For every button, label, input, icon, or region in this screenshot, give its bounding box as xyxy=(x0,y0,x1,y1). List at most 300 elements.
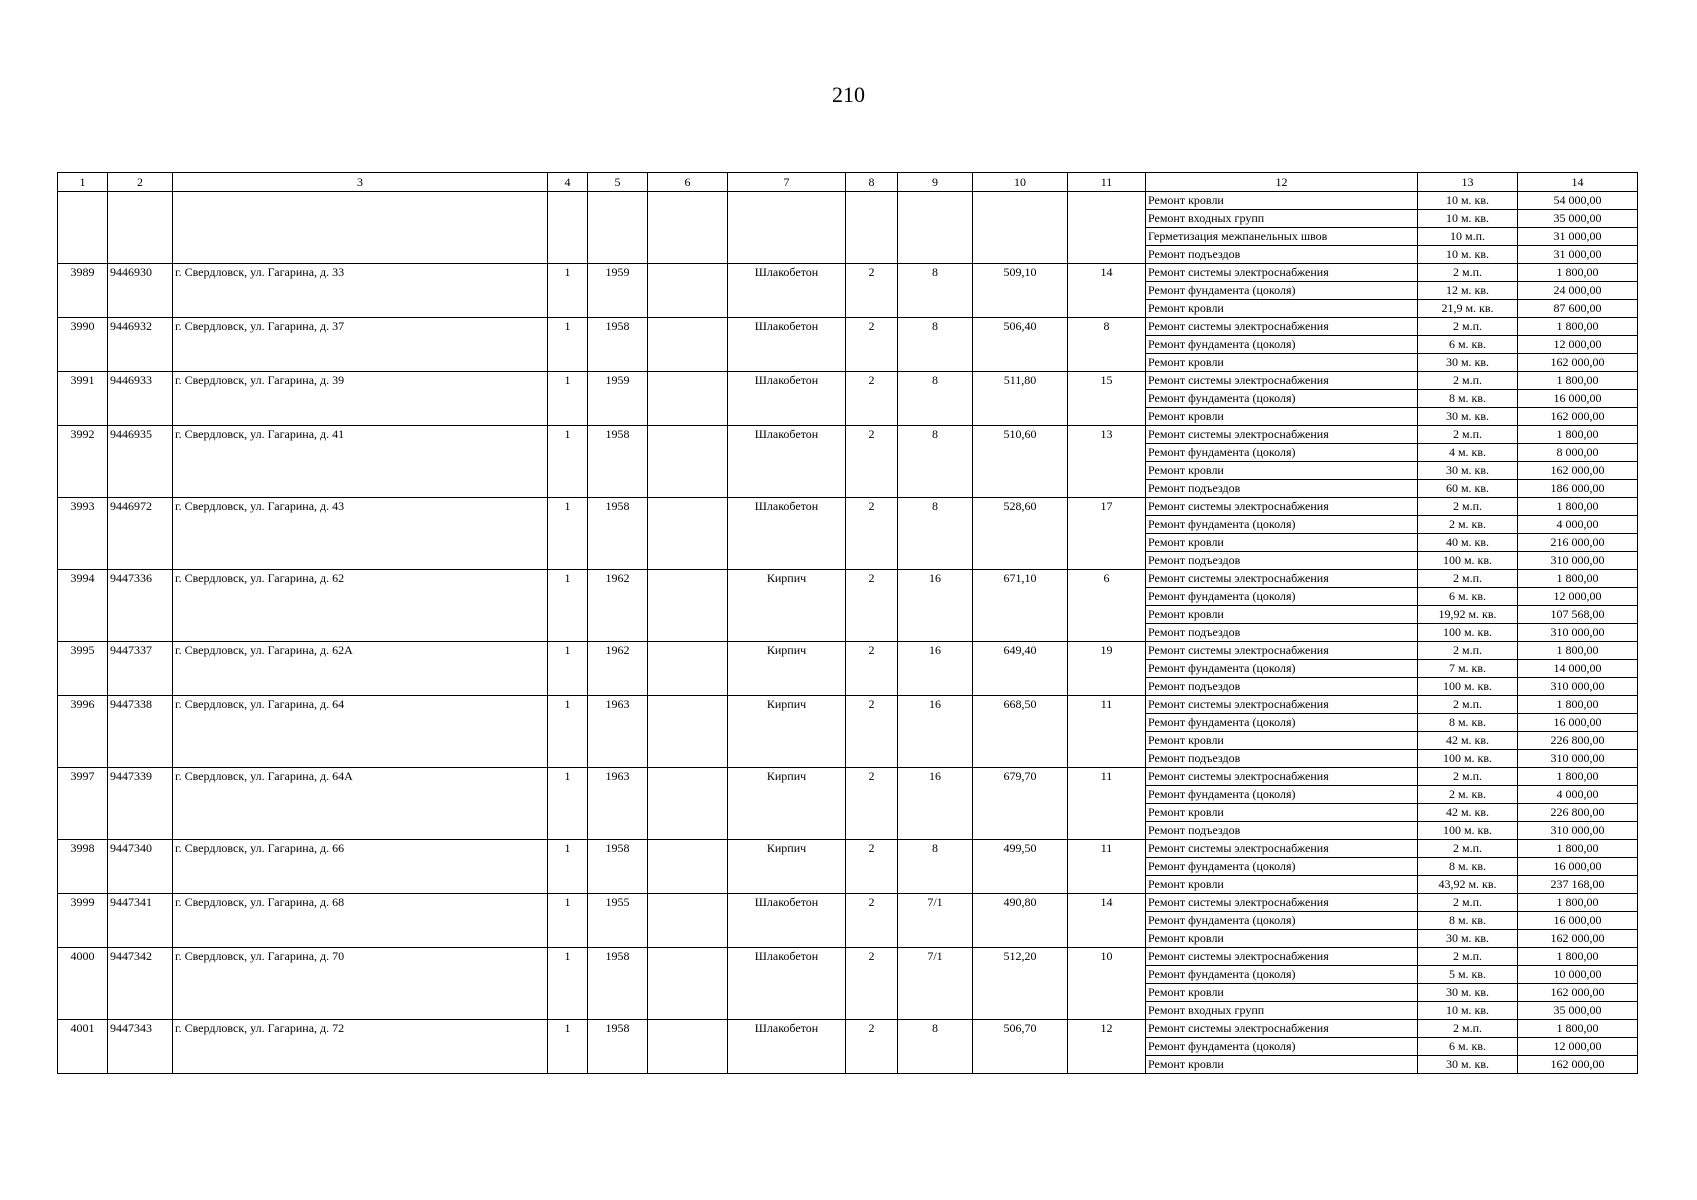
work-volume: 100 м. кв. xyxy=(1418,750,1518,768)
work-name: Ремонт фундамента (цоколя) xyxy=(1146,786,1418,804)
work-name: Ремонт системы электроснабжения xyxy=(1146,372,1418,390)
column-9-value: 16 xyxy=(898,696,973,768)
work-cost: 226 800,00 xyxy=(1518,804,1638,822)
work-name: Ремонт входных групп xyxy=(1146,1002,1418,1020)
row-number: 3995 xyxy=(58,642,108,696)
floors: 2 xyxy=(846,426,898,498)
wall-material: Шлакобетон xyxy=(728,498,846,570)
work-name: Ремонт кровли xyxy=(1146,1056,1418,1074)
work-name: Ремонт системы электроснабжения xyxy=(1146,426,1418,444)
column-4-value: 1 xyxy=(548,1020,588,1074)
work-volume: 6 м. кв. xyxy=(1418,588,1518,606)
wall-material: Шлакобетон xyxy=(728,948,846,1020)
work-cost: 226 800,00 xyxy=(1518,732,1638,750)
column-header-9: 9 xyxy=(898,173,973,192)
work-volume: 2 м.п. xyxy=(1418,498,1518,516)
column-header-8: 8 xyxy=(846,173,898,192)
wall-material: Шлакобетон xyxy=(728,372,846,426)
floors: 2 xyxy=(846,498,898,570)
table-row xyxy=(58,372,1638,390)
year-built: 1959 xyxy=(588,372,648,426)
work-name: Ремонт кровли xyxy=(1146,534,1418,552)
column-11-value xyxy=(1068,192,1146,264)
work-cost: 162 000,00 xyxy=(1518,354,1638,372)
work-cost: 1 800,00 xyxy=(1518,948,1638,966)
work-volume: 2 м.п. xyxy=(1418,1020,1518,1038)
column-4-value: 1 xyxy=(548,948,588,1020)
work-name: Ремонт фундамента (цоколя) xyxy=(1146,516,1418,534)
building-code: 9447341 xyxy=(108,894,173,948)
work-name: Ремонт системы электроснабжения xyxy=(1146,696,1418,714)
work-name: Ремонт фундамента (цоколя) xyxy=(1146,912,1418,930)
floors: 2 xyxy=(846,642,898,696)
floors: 2 xyxy=(846,570,898,642)
building-code: 9446930 xyxy=(108,264,173,318)
column-6-value xyxy=(648,570,728,642)
work-name: Ремонт фундамента (цоколя) xyxy=(1146,444,1418,462)
wall-material: Кирпич xyxy=(728,570,846,642)
work-cost: 54 000,00 xyxy=(1518,192,1638,210)
column-9-value xyxy=(898,192,973,264)
work-name: Ремонт подъездов xyxy=(1146,552,1418,570)
work-volume: 10 м. кв. xyxy=(1418,246,1518,264)
area: 511,80 xyxy=(973,372,1068,426)
work-name: Ремонт подъездов xyxy=(1146,480,1418,498)
work-cost: 107 568,00 xyxy=(1518,606,1638,624)
year-built: 1963 xyxy=(588,696,648,768)
column-11-value: 11 xyxy=(1068,696,1146,768)
column-6-value xyxy=(648,696,728,768)
work-volume: 30 м. кв. xyxy=(1418,354,1518,372)
work-volume: 6 м. кв. xyxy=(1418,336,1518,354)
column-9-value: 8 xyxy=(898,1020,973,1074)
wall-material: Кирпич xyxy=(728,840,846,894)
column-9-value: 8 xyxy=(898,372,973,426)
work-volume: 30 м. кв. xyxy=(1418,462,1518,480)
area: 506,70 xyxy=(973,1020,1068,1074)
year-built: 1958 xyxy=(588,498,648,570)
building-code: 9446932 xyxy=(108,318,173,372)
address: г. Свердловск, ул. Гагарина, д. 68 xyxy=(173,894,548,948)
column-6-value xyxy=(648,498,728,570)
work-cost: 310 000,00 xyxy=(1518,624,1638,642)
work-cost: 4 000,00 xyxy=(1518,516,1638,534)
year-built: 1963 xyxy=(588,768,648,840)
work-name: Ремонт кровли xyxy=(1146,408,1418,426)
floors: 2 xyxy=(846,768,898,840)
floors: 2 xyxy=(846,264,898,318)
work-volume: 30 м. кв. xyxy=(1418,1056,1518,1074)
work-name: Ремонт системы электроснабжения xyxy=(1146,768,1418,786)
work-name: Ремонт кровли xyxy=(1146,876,1418,894)
column-4-value: 1 xyxy=(548,768,588,840)
work-cost: 1 800,00 xyxy=(1518,768,1638,786)
year-built: 1958 xyxy=(588,1020,648,1074)
wall-material: Шлакобетон xyxy=(728,1020,846,1074)
work-name: Ремонт подъездов xyxy=(1146,750,1418,768)
work-name: Ремонт фундамента (цоколя) xyxy=(1146,390,1418,408)
work-name: Ремонт системы электроснабжения xyxy=(1146,1020,1418,1038)
column-9-value: 8 xyxy=(898,426,973,498)
building-code: 9447338 xyxy=(108,696,173,768)
column-4-value: 1 xyxy=(548,426,588,498)
work-name: Ремонт фундамента (цоколя) xyxy=(1146,1038,1418,1056)
building-code: 9447336 xyxy=(108,570,173,642)
row-number: 3994 xyxy=(58,570,108,642)
row-number: 3999 xyxy=(58,894,108,948)
area: 512,20 xyxy=(973,948,1068,1020)
work-volume: 2 м.п. xyxy=(1418,318,1518,336)
work-cost: 310 000,00 xyxy=(1518,822,1638,840)
work-volume: 40 м. кв. xyxy=(1418,534,1518,552)
building-code: 9447343 xyxy=(108,1020,173,1074)
work-name: Ремонт подъездов xyxy=(1146,678,1418,696)
column-6-value xyxy=(648,426,728,498)
work-cost: 16 000,00 xyxy=(1518,714,1638,732)
work-name: Ремонт системы электроснабжения xyxy=(1146,264,1418,282)
year-built: 1958 xyxy=(588,948,648,1020)
work-cost: 186 000,00 xyxy=(1518,480,1638,498)
work-cost: 12 000,00 xyxy=(1518,1038,1638,1056)
work-name: Ремонт входных групп xyxy=(1146,210,1418,228)
column-header-7: 7 xyxy=(728,173,846,192)
column-header-4: 4 xyxy=(548,173,588,192)
work-volume: 2 м. кв. xyxy=(1418,786,1518,804)
wall-material: Кирпич xyxy=(728,768,846,840)
row-number: 3989 xyxy=(58,264,108,318)
row-number: 4001 xyxy=(58,1020,108,1074)
work-cost: 310 000,00 xyxy=(1518,552,1638,570)
column-4-value: 1 xyxy=(548,840,588,894)
row-number: 4000 xyxy=(58,948,108,1020)
address xyxy=(173,192,548,264)
area: 528,60 xyxy=(973,498,1068,570)
work-name: Ремонт подъездов xyxy=(1146,246,1418,264)
work-volume: 10 м.п. xyxy=(1418,228,1518,246)
work-cost: 1 800,00 xyxy=(1518,498,1638,516)
work-volume: 4 м. кв. xyxy=(1418,444,1518,462)
work-cost: 10 000,00 xyxy=(1518,966,1638,984)
work-volume: 100 м. кв. xyxy=(1418,624,1518,642)
table-row xyxy=(58,696,1638,714)
work-cost: 1 800,00 xyxy=(1518,264,1638,282)
row-number: 3991 xyxy=(58,372,108,426)
area: 671,10 xyxy=(973,570,1068,642)
work-cost: 237 168,00 xyxy=(1518,876,1638,894)
work-volume: 8 м. кв. xyxy=(1418,858,1518,876)
work-volume: 2 м.п. xyxy=(1418,372,1518,390)
area xyxy=(973,192,1068,264)
row-number: 3997 xyxy=(58,768,108,840)
work-cost: 14 000,00 xyxy=(1518,660,1638,678)
area: 499,50 xyxy=(973,840,1068,894)
building-code: 9447337 xyxy=(108,642,173,696)
table-row xyxy=(58,840,1638,858)
work-volume: 2 м.п. xyxy=(1418,840,1518,858)
work-cost: 1 800,00 xyxy=(1518,696,1638,714)
work-cost: 1 800,00 xyxy=(1518,1020,1638,1038)
work-name: Ремонт кровли xyxy=(1146,732,1418,750)
year-built: 1959 xyxy=(588,264,648,318)
work-cost: 162 000,00 xyxy=(1518,1056,1638,1074)
work-cost: 31 000,00 xyxy=(1518,246,1638,264)
work-cost: 162 000,00 xyxy=(1518,930,1638,948)
work-name: Ремонт системы электроснабжения xyxy=(1146,894,1418,912)
column-header-3: 3 xyxy=(173,173,548,192)
work-volume: 10 м. кв. xyxy=(1418,210,1518,228)
column-4-value: 1 xyxy=(548,570,588,642)
work-volume: 2 м.п. xyxy=(1418,426,1518,444)
work-cost: 1 800,00 xyxy=(1518,318,1638,336)
row-number xyxy=(58,192,108,264)
column-9-value: 16 xyxy=(898,768,973,840)
building-code: 9446972 xyxy=(108,498,173,570)
column-9-value: 16 xyxy=(898,570,973,642)
table-row xyxy=(58,498,1638,516)
work-cost: 1 800,00 xyxy=(1518,894,1638,912)
work-volume: 100 м. кв. xyxy=(1418,678,1518,696)
work-name: Ремонт фундамента (цоколя) xyxy=(1146,282,1418,300)
building-code: 9446933 xyxy=(108,372,173,426)
work-name: Ремонт фундамента (цоколя) xyxy=(1146,858,1418,876)
table-row xyxy=(58,426,1638,444)
column-header-2: 2 xyxy=(108,173,173,192)
column-header-1: 1 xyxy=(58,173,108,192)
row-number: 3990 xyxy=(58,318,108,372)
work-cost: 1 800,00 xyxy=(1518,642,1638,660)
floors: 2 xyxy=(846,840,898,894)
column-11-value: 11 xyxy=(1068,840,1146,894)
work-cost: 310 000,00 xyxy=(1518,750,1638,768)
table-row xyxy=(58,642,1638,660)
year-built xyxy=(588,192,648,264)
column-11-value: 6 xyxy=(1068,570,1146,642)
work-volume: 2 м.п. xyxy=(1418,264,1518,282)
row-number: 3996 xyxy=(58,696,108,768)
area: 509,10 xyxy=(973,264,1068,318)
work-cost: 8 000,00 xyxy=(1518,444,1638,462)
work-volume: 7 м. кв. xyxy=(1418,660,1518,678)
work-name: Ремонт подъездов xyxy=(1146,624,1418,642)
column-4-value: 1 xyxy=(548,372,588,426)
area: 490,80 xyxy=(973,894,1068,948)
year-built: 1955 xyxy=(588,894,648,948)
work-volume: 2 м.п. xyxy=(1418,696,1518,714)
work-name: Ремонт системы электроснабжения xyxy=(1146,498,1418,516)
address: г. Свердловск, ул. Гагарина, д. 62А xyxy=(173,642,548,696)
work-volume: 30 м. кв. xyxy=(1418,930,1518,948)
page-number: 210 xyxy=(832,82,865,107)
work-cost: 4 000,00 xyxy=(1518,786,1638,804)
work-name: Ремонт системы электроснабжения xyxy=(1146,570,1418,588)
column-6-value xyxy=(648,768,728,840)
column-9-value: 7/1 xyxy=(898,894,973,948)
floors: 2 xyxy=(846,894,898,948)
address: г. Свердловск, ул. Гагарина, д. 37 xyxy=(173,318,548,372)
wall-material: Кирпич xyxy=(728,642,846,696)
work-volume: 2 м.п. xyxy=(1418,642,1518,660)
work-cost: 1 800,00 xyxy=(1518,372,1638,390)
work-cost: 35 000,00 xyxy=(1518,1002,1638,1020)
column-9-value: 8 xyxy=(898,264,973,318)
column-9-value: 8 xyxy=(898,318,973,372)
column-11-value: 12 xyxy=(1068,1020,1146,1074)
work-name: Ремонт фундамента (цоколя) xyxy=(1146,336,1418,354)
building-code xyxy=(108,192,173,264)
work-volume: 8 м. кв. xyxy=(1418,912,1518,930)
work-volume: 60 м. кв. xyxy=(1418,480,1518,498)
work-cost: 162 000,00 xyxy=(1518,408,1638,426)
work-name: Ремонт кровли xyxy=(1146,930,1418,948)
table-header xyxy=(58,173,1638,192)
work-name: Ремонт кровли xyxy=(1146,300,1418,318)
work-volume: 30 м. кв. xyxy=(1418,408,1518,426)
work-cost: 35 000,00 xyxy=(1518,210,1638,228)
work-name: Ремонт системы электроснабжения xyxy=(1146,642,1418,660)
column-4-value xyxy=(548,192,588,264)
work-volume: 42 м. кв. xyxy=(1418,732,1518,750)
work-name: Ремонт кровли xyxy=(1146,192,1418,210)
column-6-value xyxy=(648,840,728,894)
column-header-10: 10 xyxy=(973,173,1068,192)
work-volume: 5 м. кв. xyxy=(1418,966,1518,984)
column-header-14: 14 xyxy=(1518,173,1638,192)
column-11-value: 10 xyxy=(1068,948,1146,1020)
column-4-value: 1 xyxy=(548,894,588,948)
column-header-11: 11 xyxy=(1068,173,1146,192)
column-11-value: 19 xyxy=(1068,642,1146,696)
column-11-value: 17 xyxy=(1068,498,1146,570)
work-volume: 2 м. кв. xyxy=(1418,516,1518,534)
address: г. Свердловск, ул. Гагарина, д. 64 xyxy=(173,696,548,768)
work-cost: 12 000,00 xyxy=(1518,588,1638,606)
table-body xyxy=(58,192,1638,1074)
work-cost: 87 600,00 xyxy=(1518,300,1638,318)
work-name: Ремонт системы электроснабжения xyxy=(1146,840,1418,858)
address: г. Свердловск, ул. Гагарина, д. 70 xyxy=(173,948,548,1020)
column-4-value: 1 xyxy=(548,642,588,696)
wall-material: Шлакобетон xyxy=(728,318,846,372)
column-6-value xyxy=(648,642,728,696)
year-built: 1958 xyxy=(588,840,648,894)
column-6-value xyxy=(648,264,728,318)
work-volume: 2 м.п. xyxy=(1418,768,1518,786)
work-name: Ремонт подъездов xyxy=(1146,822,1418,840)
column-9-value: 16 xyxy=(898,642,973,696)
address: г. Свердловск, ул. Гагарина, д. 64А xyxy=(173,768,548,840)
year-built: 1958 xyxy=(588,318,648,372)
work-volume: 12 м. кв. xyxy=(1418,282,1518,300)
address: г. Свердловск, ул. Гагарина, д. 72 xyxy=(173,1020,548,1074)
work-cost: 310 000,00 xyxy=(1518,678,1638,696)
work-name: Ремонт системы электроснабжения xyxy=(1146,948,1418,966)
column-4-value: 1 xyxy=(548,318,588,372)
column-6-value xyxy=(648,1020,728,1074)
column-header-6: 6 xyxy=(648,173,728,192)
work-name: Ремонт кровли xyxy=(1146,984,1418,1002)
wall-material: Кирпич xyxy=(728,696,846,768)
floors: 2 xyxy=(846,1020,898,1074)
work-cost: 24 000,00 xyxy=(1518,282,1638,300)
wall-material: Шлакобетон xyxy=(728,426,846,498)
column-6-value xyxy=(648,894,728,948)
work-cost: 162 000,00 xyxy=(1518,462,1638,480)
work-volume: 19,92 м. кв. xyxy=(1418,606,1518,624)
work-volume: 42 м. кв. xyxy=(1418,804,1518,822)
work-name: Ремонт кровли xyxy=(1146,606,1418,624)
area: 506,40 xyxy=(973,318,1068,372)
work-volume: 10 м. кв. xyxy=(1418,192,1518,210)
column-4-value: 1 xyxy=(548,498,588,570)
table-row xyxy=(58,894,1638,912)
column-6-value xyxy=(648,318,728,372)
floors: 2 xyxy=(846,372,898,426)
column-11-value: 13 xyxy=(1068,426,1146,498)
building-repair-table xyxy=(57,172,1638,1074)
address: г. Свердловск, ул. Гагарина, д. 33 xyxy=(173,264,548,318)
work-cost: 31 000,00 xyxy=(1518,228,1638,246)
work-cost: 16 000,00 xyxy=(1518,858,1638,876)
column-header-13: 13 xyxy=(1418,173,1518,192)
column-9-value: 8 xyxy=(898,498,973,570)
column-6-value xyxy=(648,948,728,1020)
work-cost: 1 800,00 xyxy=(1518,840,1638,858)
floors: 2 xyxy=(846,948,898,1020)
table-row xyxy=(58,948,1638,966)
row-number: 3992 xyxy=(58,426,108,498)
work-name: Ремонт фундамента (цоколя) xyxy=(1146,588,1418,606)
floors xyxy=(846,192,898,264)
area: 668,50 xyxy=(973,696,1068,768)
wall-material: Шлакобетон xyxy=(728,264,846,318)
column-header-5: 5 xyxy=(588,173,648,192)
work-volume: 8 м. кв. xyxy=(1418,714,1518,732)
column-11-value: 14 xyxy=(1068,894,1146,948)
work-name: Ремонт кровли xyxy=(1146,462,1418,480)
work-name: Ремонт кровли xyxy=(1146,804,1418,822)
column-9-value: 8 xyxy=(898,840,973,894)
work-cost: 216 000,00 xyxy=(1518,534,1638,552)
work-volume: 100 м. кв. xyxy=(1418,822,1518,840)
table-row xyxy=(58,1020,1638,1038)
work-volume: 21,9 м. кв. xyxy=(1418,300,1518,318)
address: г. Свердловск, ул. Гагарина, д. 62 xyxy=(173,570,548,642)
header-row xyxy=(58,173,1638,192)
building-code: 9447339 xyxy=(108,768,173,840)
year-built: 1958 xyxy=(588,426,648,498)
address: г. Свердловск, ул. Гагарина, д. 43 xyxy=(173,498,548,570)
continuation-row xyxy=(58,192,1638,210)
table-row xyxy=(58,318,1638,336)
address: г. Свердловск, ул. Гагарина, д. 66 xyxy=(173,840,548,894)
column-11-value: 15 xyxy=(1068,372,1146,426)
table-row xyxy=(58,570,1638,588)
column-11-value: 8 xyxy=(1068,318,1146,372)
work-volume: 2 м.п. xyxy=(1418,570,1518,588)
table-row xyxy=(58,768,1638,786)
column-11-value: 14 xyxy=(1068,264,1146,318)
building-code: 9447340 xyxy=(108,840,173,894)
work-volume: 2 м.п. xyxy=(1418,894,1518,912)
wall-material xyxy=(728,192,846,264)
row-number: 3993 xyxy=(58,498,108,570)
work-cost: 12 000,00 xyxy=(1518,336,1638,354)
work-cost: 1 800,00 xyxy=(1518,426,1638,444)
work-volume: 8 м. кв. xyxy=(1418,390,1518,408)
work-volume: 30 м. кв. xyxy=(1418,984,1518,1002)
row-number: 3998 xyxy=(58,840,108,894)
wall-material: Шлакобетон xyxy=(728,894,846,948)
